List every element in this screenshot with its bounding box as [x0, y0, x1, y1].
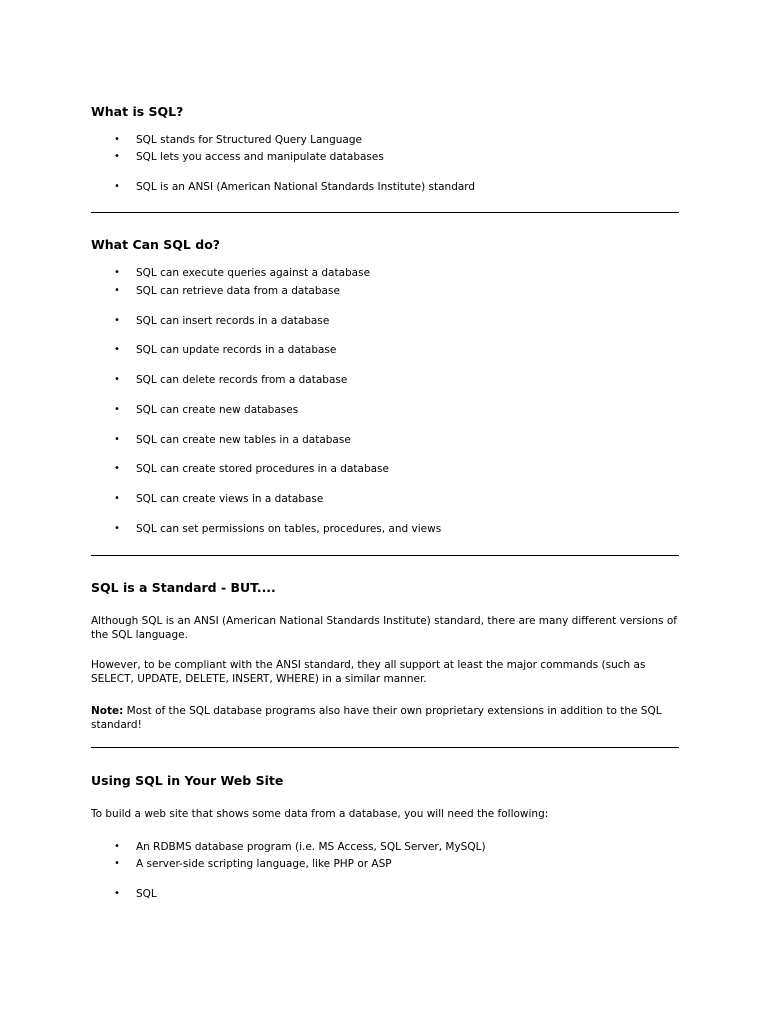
- paragraph-ansi-compliance: However, to be compliant with the ANSI standard, they all support at least the major commands (such as SELECT, UPDATE, DELETE, INSERT, WHERE) in a similar manner.: [91, 659, 646, 685]
- heading-using-sql-web-site: Using SQL in Your Web Site: [91, 773, 284, 788]
- section-divider: [91, 747, 679, 748]
- bullet-dot-icon: •: [114, 374, 120, 385]
- bullet-dot-icon: •: [114, 523, 120, 534]
- bullet-dot-icon: •: [114, 434, 120, 445]
- list-item-text: SQL can update records in a database: [136, 344, 337, 356]
- bullet-dot-icon: •: [114, 267, 120, 278]
- paragraph-note: [91, 704, 679, 732]
- bullet-dot-icon: •: [114, 404, 120, 415]
- list-item-text: SQL stands for Structured Query Language: [136, 134, 362, 146]
- bullet-dot-icon: •: [114, 463, 120, 474]
- list-item-text: SQL is an ANSI (American National Standards Institute) standard: [136, 181, 476, 193]
- list-item-text: SQL can delete records from a database: [136, 374, 348, 386]
- note-label: Note:: [91, 705, 124, 717]
- bullet-dot-icon: •: [114, 841, 120, 852]
- list-item-text: An RDBMS database program (i.e. MS Access, SQL Server, MySQL): [136, 841, 486, 853]
- bullet-dot-icon: •: [114, 344, 120, 355]
- list-item-text: SQL can create stored procedures in a database: [136, 463, 389, 475]
- list-item-text: SQL: [136, 888, 157, 900]
- bullet-dot-icon: •: [114, 888, 120, 899]
- list-item-text: SQL can create new tables in a database: [136, 434, 351, 446]
- paragraph-ansi-versions: Although SQL is an ANSI (American National Standards Institute) standard, there are many different versions of the SQL language.: [91, 615, 677, 641]
- heading-sql-is-a-standard: SQL is a Standard - BUT....: [91, 580, 276, 595]
- bullet-dot-icon: •: [114, 134, 120, 145]
- bullet-dot-icon: •: [114, 858, 120, 869]
- list-item-text: SQL can retrieve data from a database: [136, 285, 340, 297]
- list-item-text: SQL can create views in a database: [136, 493, 324, 505]
- bullet-dot-icon: •: [114, 493, 120, 504]
- list-item-text: SQL can execute queries against a database: [136, 267, 371, 279]
- list-item-text: SQL can set permissions on tables, procedures, and views: [136, 523, 442, 535]
- section-divider: [91, 555, 679, 556]
- heading-what-is-sql: What is SQL?: [91, 104, 184, 119]
- paragraph-web-site-intro: To build a web site that shows some data from a database, you will need the following:: [91, 808, 549, 820]
- heading-what-can-sql-do: What Can SQL do?: [91, 237, 221, 252]
- note-text: Most of the SQL database programs also have their own proprietary extensions in addition to the SQL standard!: [91, 705, 662, 731]
- list-item-text: SQL can insert records in a database: [136, 315, 330, 327]
- list-item-text: A server-side scripting language, like PHP or ASP: [136, 858, 392, 870]
- list-item-text: SQL lets you access and manipulate databases: [136, 151, 384, 163]
- bullet-dot-icon: •: [114, 315, 120, 326]
- bullet-dot-icon: •: [114, 285, 120, 296]
- bullet-dot-icon: •: [114, 181, 120, 192]
- section-divider: [91, 212, 679, 213]
- list-item-text: SQL can create new databases: [136, 404, 299, 416]
- bullet-dot-icon: •: [114, 151, 120, 162]
